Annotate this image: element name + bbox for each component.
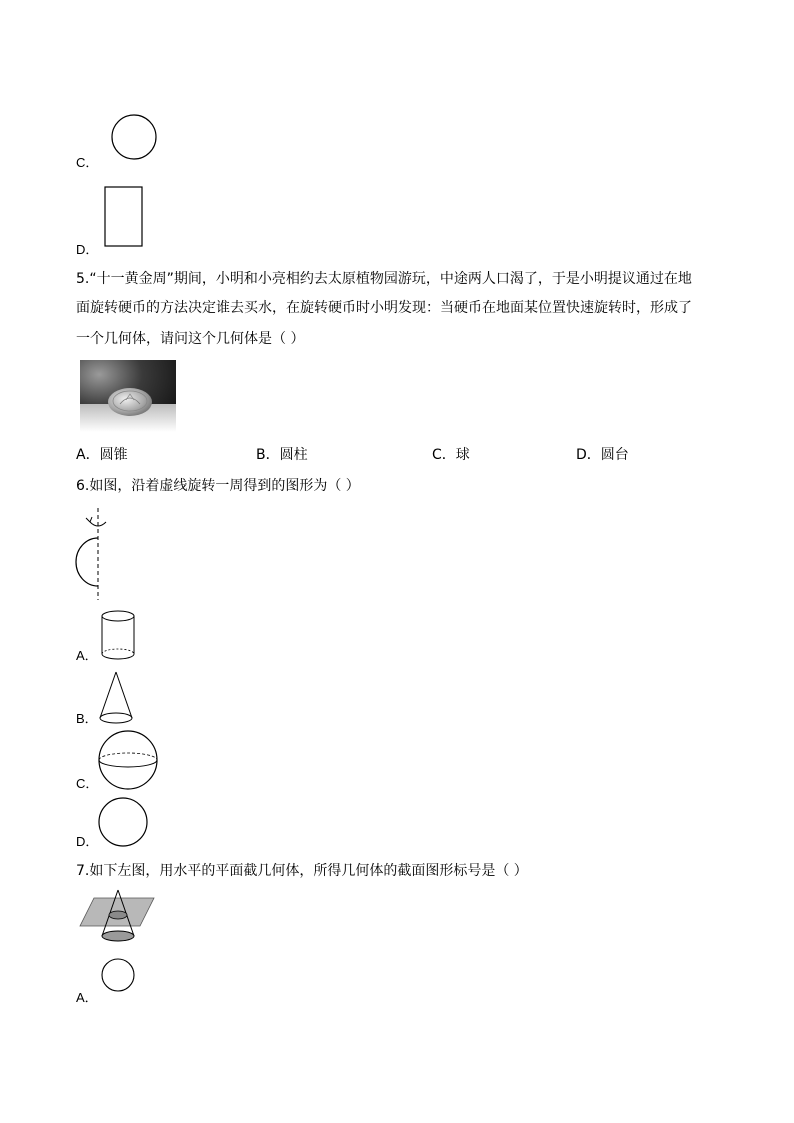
q4-option-c-label: C． — [76, 155, 99, 170]
q6-option-c-sphere-figure — [98, 730, 160, 792]
q5-option-a: A．圆锥 — [76, 447, 128, 463]
q4-option-d-rectangle-figure — [104, 186, 144, 248]
q6-option-a-cylinder-figure — [100, 610, 140, 662]
q4-option-d-label: D． — [76, 242, 99, 257]
q4-option-c-circle-figure — [110, 112, 160, 162]
q5-option-b: B．圆柱 — [256, 447, 308, 463]
q6-stem: 6.如图，沿着虚线旋转一周得到的图形为（ ） — [76, 478, 360, 494]
q7-stem: 7.如下左图，用水平的平面截几何体，所得几何体的截面图形标号是（ ） — [76, 863, 528, 879]
q7-cone-cut-by-plane-figure — [80, 888, 156, 944]
q6-option-c-label: C． — [76, 776, 99, 791]
q6-option-b-cone-figure — [98, 670, 138, 726]
q5-option-c: C．球 — [432, 447, 470, 463]
q6-option-d-circle-figure — [98, 797, 150, 849]
q5-stem-line-1: 5.“十一黄金周”期间，小明和小亮相约去太原植物园游玩，中途两人口渴了，于是小明提议通过在地 — [76, 271, 692, 287]
q5-stem-line-3: 一个几何体，请问这个几何体是（ ） — [76, 331, 305, 347]
q6-option-d-label: D． — [76, 834, 99, 849]
q7-option-a-label: A． — [76, 990, 98, 1005]
q6-option-a-label: A． — [76, 648, 98, 663]
q6-option-b-label: B． — [76, 711, 98, 726]
spinning-coin-photo — [80, 360, 176, 432]
q5-stem-line-2: 面旋转硬币的方法决定谁去买水，在旋转硬币时小明发现：当硬币在地面某位置快速旋转时，形成了 — [76, 300, 692, 316]
q6-semicircle-rotation-figure — [74, 508, 114, 603]
q7-option-a-circle-figure — [101, 958, 137, 994]
q5-option-d: D．圆台 — [576, 447, 629, 463]
